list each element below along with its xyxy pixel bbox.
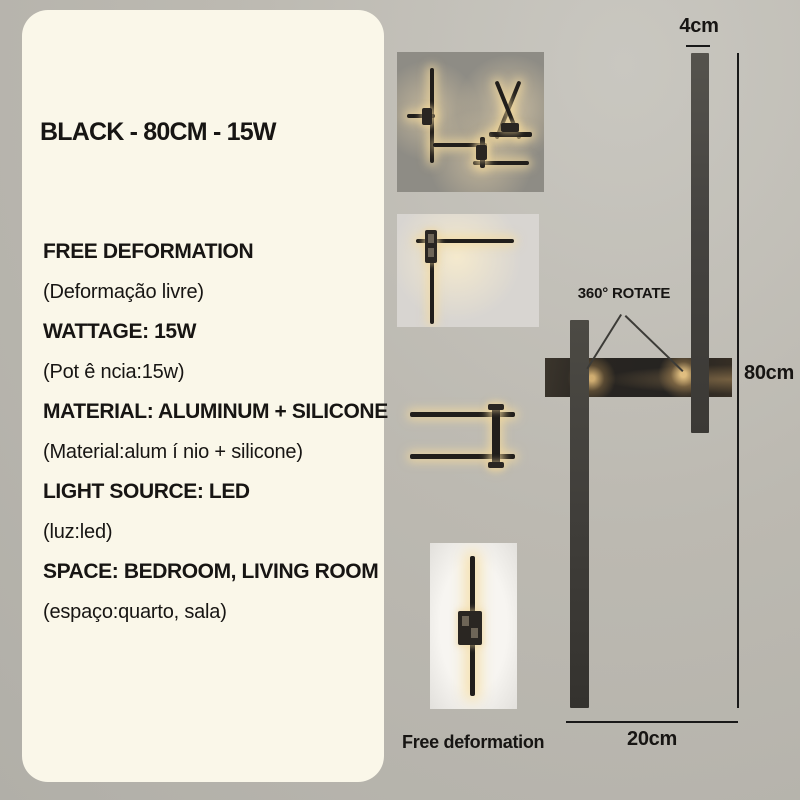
lamp-tube-left	[570, 320, 589, 708]
bottom-width-dimension-line	[566, 721, 738, 723]
height-dimension-line	[737, 53, 739, 708]
lamp-bracket	[458, 611, 482, 645]
spec-wattage: WATTAGE: 15W	[43, 320, 197, 343]
spec-light-source: LIGHT SOURCE: LED	[43, 480, 250, 503]
bracket-detail	[462, 616, 469, 626]
lamp-bracket	[476, 145, 487, 160]
lamp-bracket	[422, 108, 432, 125]
bracket-detail	[428, 234, 434, 243]
spec-panel	[22, 10, 388, 782]
spec-space-pt: (espaço:quarto, sala)	[43, 601, 227, 623]
bracket-detail	[471, 628, 478, 638]
rotate-label: 360° ROTATE	[577, 285, 671, 302]
spec-wattage-pt: (Pot ê ncia:15w)	[43, 361, 185, 383]
height-label: 80cm	[744, 362, 794, 384]
lamp-bracket	[501, 123, 519, 132]
spec-free-deformation-pt: (Deformação livre)	[43, 281, 204, 303]
gallery-photo-4	[430, 543, 517, 709]
spec-light-source-pt: (luz:led)	[43, 521, 113, 543]
lamp-bracket	[488, 404, 504, 410]
lamp-bracket	[488, 462, 504, 468]
spec-material: MATERIAL: ALUMINUM + SILICONE	[43, 400, 388, 423]
lamp-bar	[492, 406, 500, 468]
product-title: BLACK - 80CM - 15W	[40, 118, 276, 146]
top-width-tick	[686, 45, 710, 47]
lamp-tube-right	[691, 53, 709, 433]
gallery-photo-1	[397, 52, 544, 192]
gallery-photo-2	[397, 214, 539, 327]
top-width-label: 4cm	[679, 15, 719, 37]
lamp-bracket	[425, 230, 437, 263]
gallery-caption: Free deformation	[402, 732, 545, 752]
lamp-bar	[489, 132, 532, 137]
gallery-photo-3	[393, 385, 537, 497]
spec-list	[43, 232, 388, 632]
bottom-width-label: 20cm	[627, 728, 677, 750]
spec-material-pt: (Material:alum í nio + silicone)	[43, 441, 303, 463]
bracket-detail	[428, 248, 434, 257]
spec-space: SPACE: BEDROOM, LIVING ROOM	[43, 560, 379, 583]
spec-free-deformation: FREE DEFORMATION	[43, 240, 254, 263]
